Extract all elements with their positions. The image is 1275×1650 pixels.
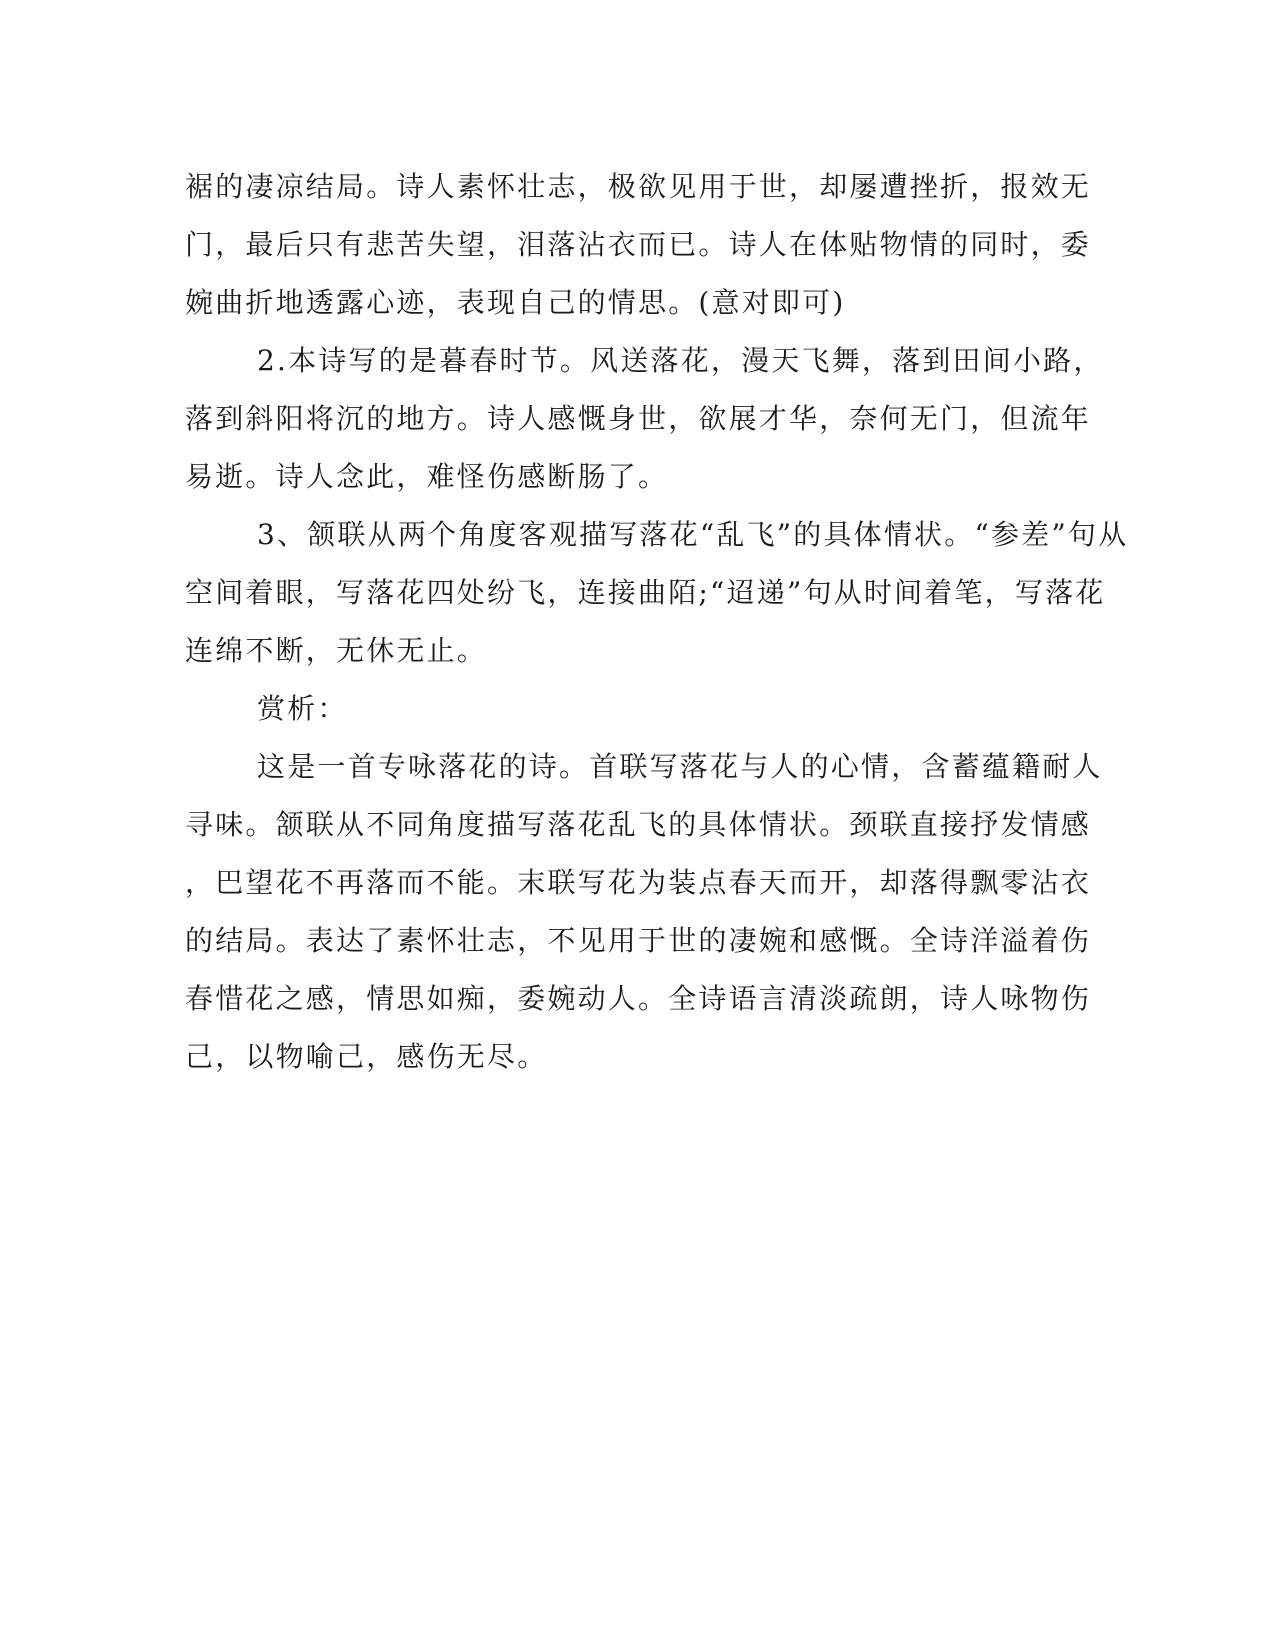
answer-3-line-2: 空间着眼，写落花四处纷飞，连接曲陌;“迢递”句从时间着笔，写落花 [185, 576, 1106, 609]
appreciation-line-1: 这是一首专咏落花的诗。首联写落花与人的心情，含蓄蕴籍耐人 [257, 750, 1103, 783]
answer-3-line-3: 连绵不断，无休无止。 [185, 634, 488, 667]
appreciation-line-2: 寻味。颔联从不同角度描写落花乱飞的具体情状。颈联直接抒发情感 [185, 808, 1092, 841]
section-heading-appreciation: 赏析： [257, 692, 348, 725]
document-body [185, 158, 1129, 1086]
text-line-3: 婉曲折地透露心迹，表现自己的情思。(意对即可) [185, 286, 846, 319]
answer-2-line-3: 易逝。诗人念此，难怪伤感断肠了。 [185, 460, 669, 493]
answer-3-line-1: 3、颔联从两个角度客观描写落花“乱飞”的具体情状。“参差”句从 [257, 518, 1129, 551]
appreciation-line-6: 己，以物喻己，感伤无尽。 [185, 1040, 548, 1073]
text-line-2: 门，最后只有悲苦失望，泪落沾衣而已。诗人在体贴物情的同时，委 [185, 228, 1092, 261]
appreciation-line-4: 的结局。表达了素怀壮志，不见用于世的凄婉和感慨。全诗洋溢着伤 [185, 924, 1092, 957]
answer-2-line-1: 2.本诗写的是暮春时节。风送落花，漫天飞舞，落到田间小路， [257, 344, 1104, 377]
appreciation-line-3: ，巴望花不再落而不能。末联写花为装点春天而开，却落得飘零沾衣 [185, 866, 1092, 899]
text-line-1: 裾的凄凉结局。诗人素怀壮志，极欲见用于世，却屡遭挫折，报效无 [185, 170, 1092, 203]
appreciation-line-5: 春惜花之感，情思如痴，委婉动人。全诗语言清淡疏朗，诗人咏物伤 [185, 982, 1092, 1015]
answer-2-line-2: 落到斜阳将沉的地方。诗人感慨身世，欲展才华，奈何无门，但流年 [185, 402, 1092, 435]
